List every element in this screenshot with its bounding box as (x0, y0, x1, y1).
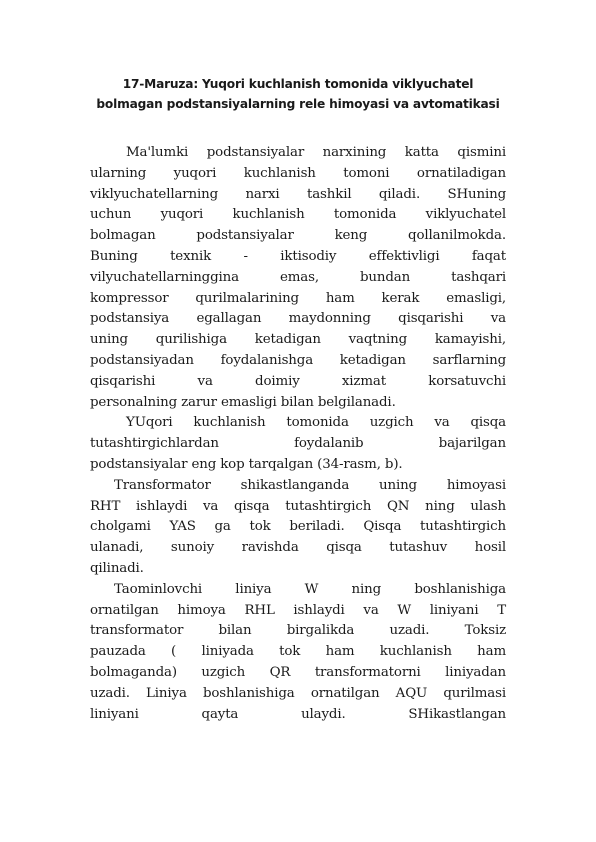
text-line: Buning texnik - iktisodiy effektivligi faqat (90, 248, 506, 264)
text-line: bolmagan podstansiyalar keng qollanilmokda. (90, 228, 506, 244)
paragraph-2 (90, 413, 506, 475)
text-line: viklyuchatellarning narxi tashkil qiladi. SHuning (90, 186, 506, 202)
text-line: podstansiyalar eng kop tarqalgan (34-rasm, b). (90, 456, 403, 472)
paragraph-1 (90, 143, 506, 413)
text-line: RHT ishlaydi va qisqa tutashtirgich QN ning ulash (90, 498, 506, 514)
text-line: transformator bilan birgalikda uzadi. Toksiz (90, 623, 506, 639)
document-body (90, 143, 506, 725)
text-line: liniyani qayta ulaydi. SHikastlangan (90, 706, 506, 722)
text-line: kompressor qurilmalarining ham kerak emasligi, (90, 290, 506, 306)
text-line: qisqarishi va doimiy xizmat korsatuvchi (90, 373, 506, 389)
title-line-2: bolmagan podstansiyalarning rele himoyasi va avtomatikasi (96, 97, 500, 111)
title-line-1: 17-Maruza: Yuqori kuchlanish tomonida viklyuchatel (122, 77, 474, 91)
text-line: podstansiyadan foydalanishga ketadigan sarflarning (90, 352, 506, 368)
text-line: ornatilgan himoya RHL ishlaydi va W liniyani T (90, 602, 506, 618)
text-line: ulanadi, sunoiy ravishda qisqa tutashuv hosil (90, 540, 506, 556)
text-line: Ma'lumki podstansiyalar narxining katta qismini (126, 145, 506, 160)
paragraph-4 (90, 580, 506, 726)
text-line: cholgami YAS ga tok beriladi. Qisqa tutashtirgich (90, 519, 506, 535)
text-line: uzadi. Liniya boshlanishiga ornatilgan AQU qurilmasi (90, 685, 506, 701)
text-line: Transformator shikastlanganda uning himoyasi (114, 477, 506, 493)
text-line: uning qurilishiga ketadigan vaqtning kamayishi, (90, 332, 506, 348)
text-line: vilyuchatellarninggina emas, bundan tashqari (90, 269, 506, 285)
text-line: podstansiya egallagan maydonning qisqarishi va (90, 311, 506, 327)
text-line: tutashtirgichlardan foydalanib bajarilgan (90, 436, 506, 452)
paragraph-3 (90, 476, 506, 580)
text-line: bolmaganda) uzgich QR transformatorni liniyadan (90, 664, 506, 680)
lecture-title (90, 74, 506, 114)
text-line: qilinadi. (90, 560, 144, 576)
text-line: uchun yuqori kuchlanish tomonida viklyuchatel (90, 207, 506, 223)
text-line: Taominlovchi liniya W ning boshlanishiga (114, 581, 506, 597)
text-line: YUqori kuchlanish tomonida uzgich va qisqa (126, 415, 506, 431)
text-line: ularning yuqori kuchlanish tomoni ornatiladigan (90, 165, 506, 181)
text-line: pauzada ( liniyada tok ham kuchlanish ham (90, 644, 506, 660)
text-line: personalning zarur emasligi bilan belgilanadi. (90, 394, 396, 410)
